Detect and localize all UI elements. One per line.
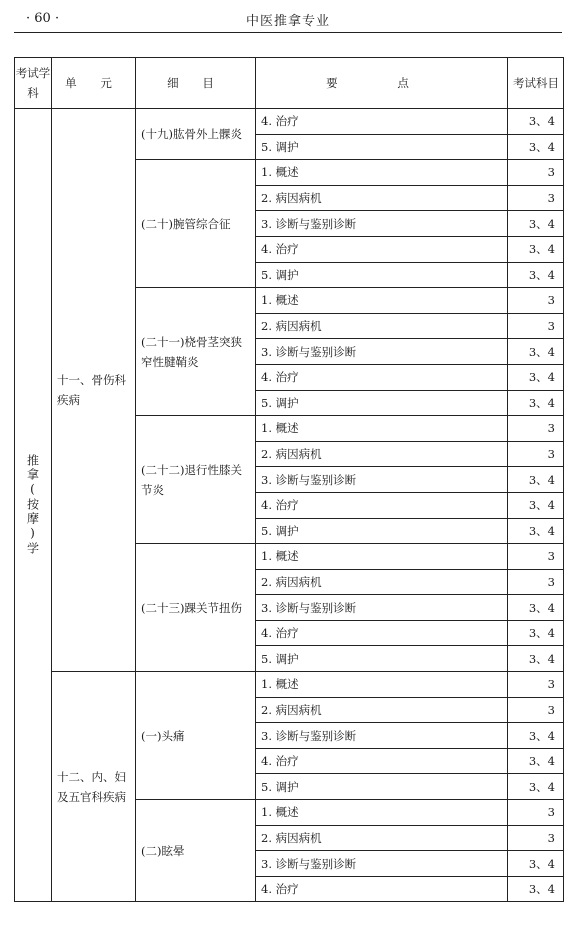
point-cell: 4. 治疗 xyxy=(256,620,508,646)
level-cell: 3、4 xyxy=(508,748,564,774)
level-cell: 3、4 xyxy=(508,211,564,237)
level-cell: 3、4 xyxy=(508,339,564,365)
point-cell: 4. 治疗 xyxy=(256,236,508,262)
point-cell: 2. 病因病机 xyxy=(256,569,508,595)
point-cell: 5. 调护 xyxy=(256,262,508,288)
unit-cell: 十一、骨伤科疾病 xyxy=(52,109,136,672)
point-cell: 4. 治疗 xyxy=(256,109,508,135)
point-cell: 3. 诊断与鉴别诊断 xyxy=(256,851,508,877)
point-cell: 4. 治疗 xyxy=(256,748,508,774)
point-cell: 1. 概述 xyxy=(256,672,508,698)
item-cell: (二十二)退行性膝关节炎 xyxy=(136,416,256,544)
point-cell: 3. 诊断与鉴别诊断 xyxy=(256,211,508,237)
level-cell: 3 xyxy=(508,800,564,826)
table-body xyxy=(15,109,564,902)
point-cell: 1. 概述 xyxy=(256,800,508,826)
header-item: 细 目 xyxy=(136,58,256,109)
page-header xyxy=(14,8,562,33)
level-cell: 3、4 xyxy=(508,851,564,877)
header-unit: 单 元 xyxy=(52,58,136,109)
point-cell: 2. 病因病机 xyxy=(256,825,508,851)
item-cell: (二十一)桡骨茎突狭窄性腱鞘炎 xyxy=(136,288,256,416)
level-cell: 3、4 xyxy=(508,364,564,390)
level-cell: 3 xyxy=(508,825,564,851)
page-number: · 60 · xyxy=(26,11,60,26)
level-cell: 3、4 xyxy=(508,262,564,288)
level-cell: 3、4 xyxy=(508,876,564,902)
point-cell: 1. 概述 xyxy=(256,288,508,314)
point-cell: 3. 诊断与鉴别诊断 xyxy=(256,595,508,621)
point-cell: 5. 调护 xyxy=(256,518,508,544)
item-cell: (一)头痛 xyxy=(136,672,256,800)
point-cell: 2. 病因病机 xyxy=(256,697,508,723)
point-cell: 4. 治疗 xyxy=(256,876,508,902)
point-cell: 4. 治疗 xyxy=(256,364,508,390)
table-row xyxy=(15,109,564,135)
subject-cell: 推拿(按摩)学 xyxy=(15,109,52,902)
point-cell: 1. 概述 xyxy=(256,544,508,570)
point-cell: 1. 概述 xyxy=(256,160,508,186)
item-cell: (二)眩晕 xyxy=(136,800,256,902)
table-header-row xyxy=(15,58,564,109)
point-cell: 2. 病因病机 xyxy=(256,185,508,211)
level-cell: 3、4 xyxy=(508,492,564,518)
level-cell: 3 xyxy=(508,697,564,723)
level-cell: 3、4 xyxy=(508,236,564,262)
point-cell: 5. 调护 xyxy=(256,646,508,672)
level-cell: 3 xyxy=(508,185,564,211)
point-cell: 2. 病因病机 xyxy=(256,441,508,467)
level-cell: 3 xyxy=(508,160,564,186)
level-cell: 3 xyxy=(508,416,564,442)
level-cell: 3、4 xyxy=(508,134,564,160)
point-cell: 5. 调护 xyxy=(256,774,508,800)
item-cell: (二十三)踝关节扭伤 xyxy=(136,544,256,672)
level-cell: 3 xyxy=(508,441,564,467)
point-cell: 1. 概述 xyxy=(256,416,508,442)
point-cell: 3. 诊断与鉴别诊断 xyxy=(256,339,508,365)
point-cell: 5. 调护 xyxy=(256,134,508,160)
level-cell: 3 xyxy=(508,544,564,570)
point-cell: 4. 治疗 xyxy=(256,492,508,518)
point-cell: 3. 诊断与鉴别诊断 xyxy=(256,467,508,493)
level-cell: 3、4 xyxy=(508,646,564,672)
level-cell: 3 xyxy=(508,288,564,314)
table-row xyxy=(15,672,564,698)
level-cell: 3 xyxy=(508,313,564,339)
point-cell: 5. 调护 xyxy=(256,390,508,416)
level-cell: 3、4 xyxy=(508,518,564,544)
level-cell: 3 xyxy=(508,569,564,595)
item-cell: (二十)腕管综合征 xyxy=(136,160,256,288)
header-subject: 考试学科 xyxy=(15,58,52,109)
level-cell: 3、4 xyxy=(508,109,564,135)
point-cell: 3. 诊断与鉴别诊断 xyxy=(256,723,508,749)
level-cell: 3、4 xyxy=(508,595,564,621)
item-cell: (十九)肱骨外上髁炎 xyxy=(136,109,256,160)
level-cell: 3、4 xyxy=(508,620,564,646)
running-title: 中医推拿专业 xyxy=(245,14,330,29)
unit-cell: 十二、内、妇及五官科疾病 xyxy=(52,672,136,902)
level-cell: 3、4 xyxy=(508,467,564,493)
header-point: 要 点 xyxy=(256,58,508,109)
level-cell: 3、4 xyxy=(508,390,564,416)
level-cell: 3 xyxy=(508,672,564,698)
point-cell: 2. 病因病机 xyxy=(256,313,508,339)
level-cell: 3、4 xyxy=(508,774,564,800)
syllabus-table xyxy=(14,57,564,902)
header-level: 考试科目 xyxy=(508,58,564,109)
level-cell: 3、4 xyxy=(508,723,564,749)
